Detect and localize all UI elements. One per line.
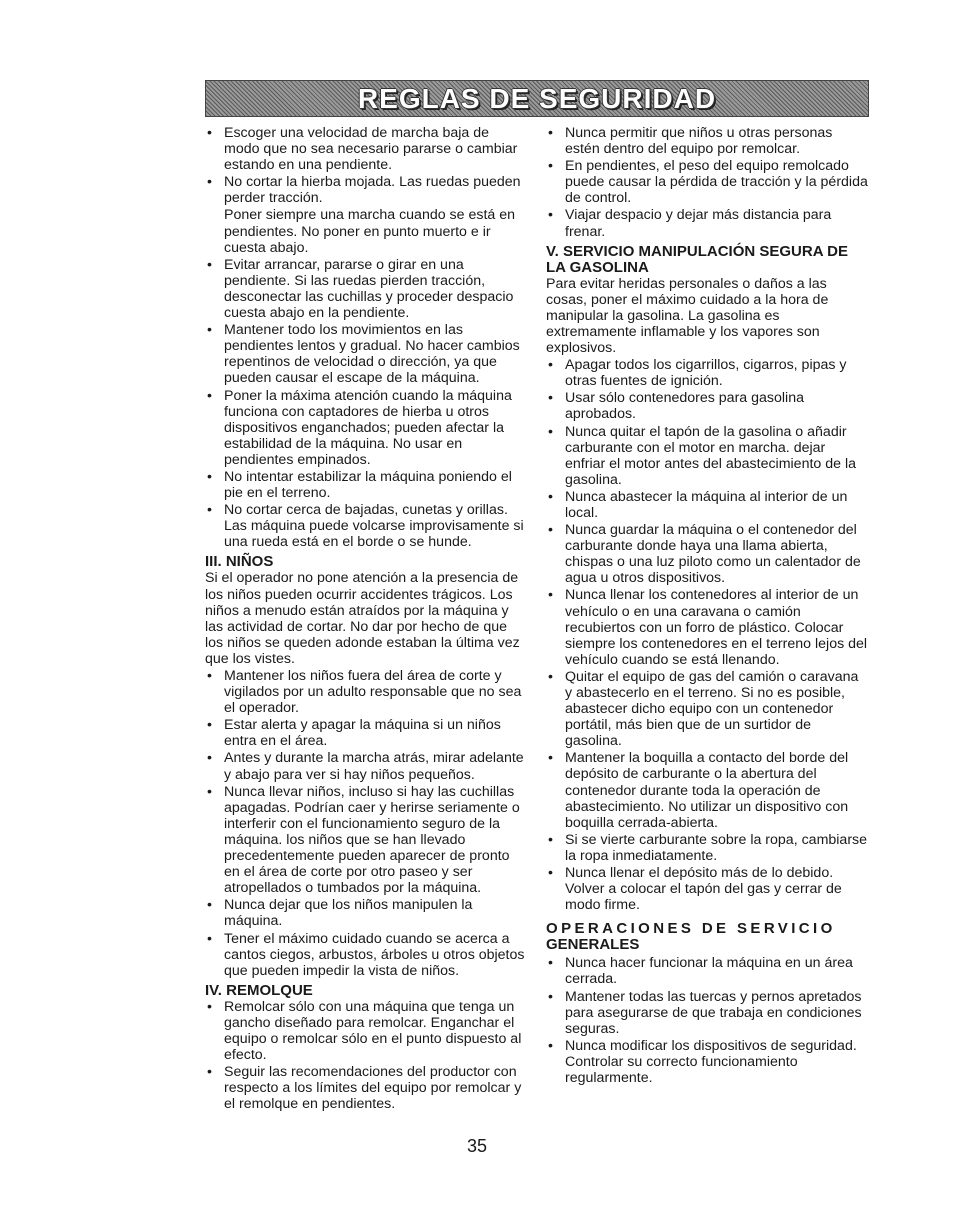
list-item: • Escoger una velocidad de marcha baja de modo que no sea necesario pararse o cambiar estando en una pendiente. <box>205 125 527 173</box>
section-heading-operaciones: OPERACIONES DE SERVICIO <box>546 920 836 938</box>
list-item: • Nunca llenar los contenedores al interior de un vehículo o en una caravana o camión recubiertos con un forro de plástico. Colocar siempre los contenedores en el terreno lejos del vehículo cuando se está llenando. <box>546 587 869 667</box>
list-item: • Nunca llevar niños, incluso si hay las cuchillas apagadas. Podrían caer y herirse seriamente o interferir con el funcionamiento seguro de la máquina. los niños que se han llevado precedentemente pueden aparecer de pronto en el área de corte por otro paseo y ser atropellados o tumbados por la máquina. <box>205 784 527 897</box>
section-heading-operaciones-line2: GENERALES <box>546 936 640 954</box>
slope-bullet-list <box>205 125 527 206</box>
list-item: • Remolcar sólo con una máquina que tenga un gancho diseñado para remolcar. Enganchar el equipo o remolcar sólo en el punto dispuesto al efecto. <box>205 999 527 1063</box>
list-item: • Mantener todo los movimientos en las pendientes lentos y gradual. No hacer cambios repentinos de velocidad o dirección, ya que pueden causar el escape de la máquina. <box>205 322 527 386</box>
list-item: • Evitar arrancar, pararse o girar en una pendiente. Si las ruedas pierden tracción, desconectar las cuchillas y proceder despacio cuesta abajo en la pendiente. <box>205 257 527 321</box>
list-item: • Nunca permitir que niños u otras personas estén dentro del equipo por remolcar. <box>546 125 869 157</box>
list-item: • Antes y durante la marcha atrás, mirar adelante y abajo para ver si hay niños pequeños. <box>205 750 527 782</box>
list-item: • Nunca quitar el tapón de la gasolina o añadir carburante con el motor en marcha. dejar enfriar el motor antes del abastecimiento de la gasolina. <box>546 424 869 488</box>
gasolina-paragraph: Para evitar heridas personales o daños a las cosas, poner el máximo cuidado a la hora de manipular la gasolina. La gasolina es extremamente inflamable y los vapores son explosivos. <box>546 275 829 357</box>
list-item: • Poner la máxima atención cuando la máquina funciona con captadores de hierba u otros dispositivos enganchados; pueden afectar la estabilidad de la máquina. No usar en pendientes empinados. <box>205 388 527 468</box>
list-item: • Usar sólo contenedores para gasolina aprobados. <box>546 390 869 422</box>
page-number: 35 <box>466 1136 488 1156</box>
right-column <box>546 125 869 1087</box>
banner-title: REGLAS DE SEGURIDAD <box>357 82 717 114</box>
section-heading-ninos: III. NIÑOS <box>205 553 274 571</box>
list-item: • Mantener la boquilla a contacto del borde del depósito de carburante o la abertura del contenedor durante toda la operación de abastecimiento. No utilizar un dispositivo con boquilla cerrada-abierta. <box>546 750 869 830</box>
remolque-bullet-list <box>205 999 527 1113</box>
left-column <box>205 125 527 1113</box>
list-item: • Mantener los niños fuera del área de corte y vigilados por un adulto responsable que no sea el operador. <box>205 668 527 716</box>
operaciones-bullet-list <box>546 955 869 1086</box>
slope-bullet-list-2 <box>205 257 527 551</box>
section-banner <box>205 80 869 117</box>
list-item: • Nunca dejar que los niños manipulen la máquina. <box>205 897 527 929</box>
list-item: • Tener el máximo cuidado cuando se acerca a cantos ciegos, arbustos, árboles u otros objetos que pueden impedir la vista de niños. <box>205 931 527 979</box>
gasolina-bullet-list <box>546 357 869 913</box>
towing-bullet-list <box>546 125 869 240</box>
list-item: • Nunca modificar los dispositivos de seguridad. Controlar su correcto funcionamiento regularmente. <box>546 1038 869 1086</box>
list-item: • No cortar cerca de bajadas, cunetas y orillas. Las máquina puede volcarse improvisamente si una rueda está en el borde o se hunde. <box>205 502 527 550</box>
section-heading-gasolina: V. SERVICIO MANIPULACIÓN SEGURA DE LA GASOLINA <box>546 242 848 276</box>
ninos-paragraph: Si el operador no pone atención a la presencia de los niños pueden ocurrir accidentes trágicos. Los niños a menudo están atraídos por la máquina y las actividad de cortar. No dar por hecho de que los niños se queden adonde estaban la última vez que los vistes. <box>205 570 520 667</box>
list-item: • Nunca hacer funcionar la máquina en un área cerrada. <box>546 955 869 987</box>
section-heading-remolque: IV. REMOLQUE <box>205 981 313 999</box>
list-item: • Estar alerta y apagar la máquina si un niños entra en el área. <box>205 717 527 749</box>
list-item: • Seguir las recomendaciones del productor con respecto a los límites del equipo por remolcar y el remolque en pendientes. <box>205 1064 527 1112</box>
list-item: • No intentar estabilizar la máquina poniendo el pie en el terreno. <box>205 469 527 501</box>
list-item: • Quitar el equipo de gas del camión o caravana y abastecerlo en el terreno. Si no es posible, abastecer dicho equipo con un contenedor portátil, más bien que de un surtidor de gasolina. <box>546 669 869 749</box>
ninos-bullet-list <box>205 668 527 979</box>
continuation-text: Poner siempre una marcha cuando se está en pendientes. No poner en punto muerto e ir cuesta abajo. <box>224 207 516 256</box>
list-item: • Nunca guardar la máquina o el contenedor del carburante donde haya una llama abierta, chispas o una luz piloto como un calentador de agua u otros dispositivos. <box>546 522 869 586</box>
list-item: • No cortar la hierba mojada. Las ruedas pueden perder tracción. <box>205 174 527 206</box>
list-item: • Mantener todas las tuercas y pernos apretados para asegurarse de que trabaja en condiciones seguras. <box>546 989 869 1037</box>
list-item: • En pendientes, el peso del equipo remolcado puede causar la pérdida de tracción y la pérdida de control. <box>546 158 869 206</box>
list-item: • Nunca abastecer la máquina al interior de un local. <box>546 489 869 521</box>
list-item: • Si se vierte carburante sobre la ropa, cambiarse la ropa inmediatamente. <box>546 832 869 864</box>
list-item: • Apagar todos los cigarrillos, cigarros, pipas y otras fuentes de ignición. <box>546 357 869 389</box>
list-item: • Nunca llenar el depósito más de lo debido. Volver a colocar el tapón del gas y cerrar de modo firme. <box>546 865 869 913</box>
list-item: • Viajar despacio y dejar más distancia para frenar. <box>546 207 869 239</box>
